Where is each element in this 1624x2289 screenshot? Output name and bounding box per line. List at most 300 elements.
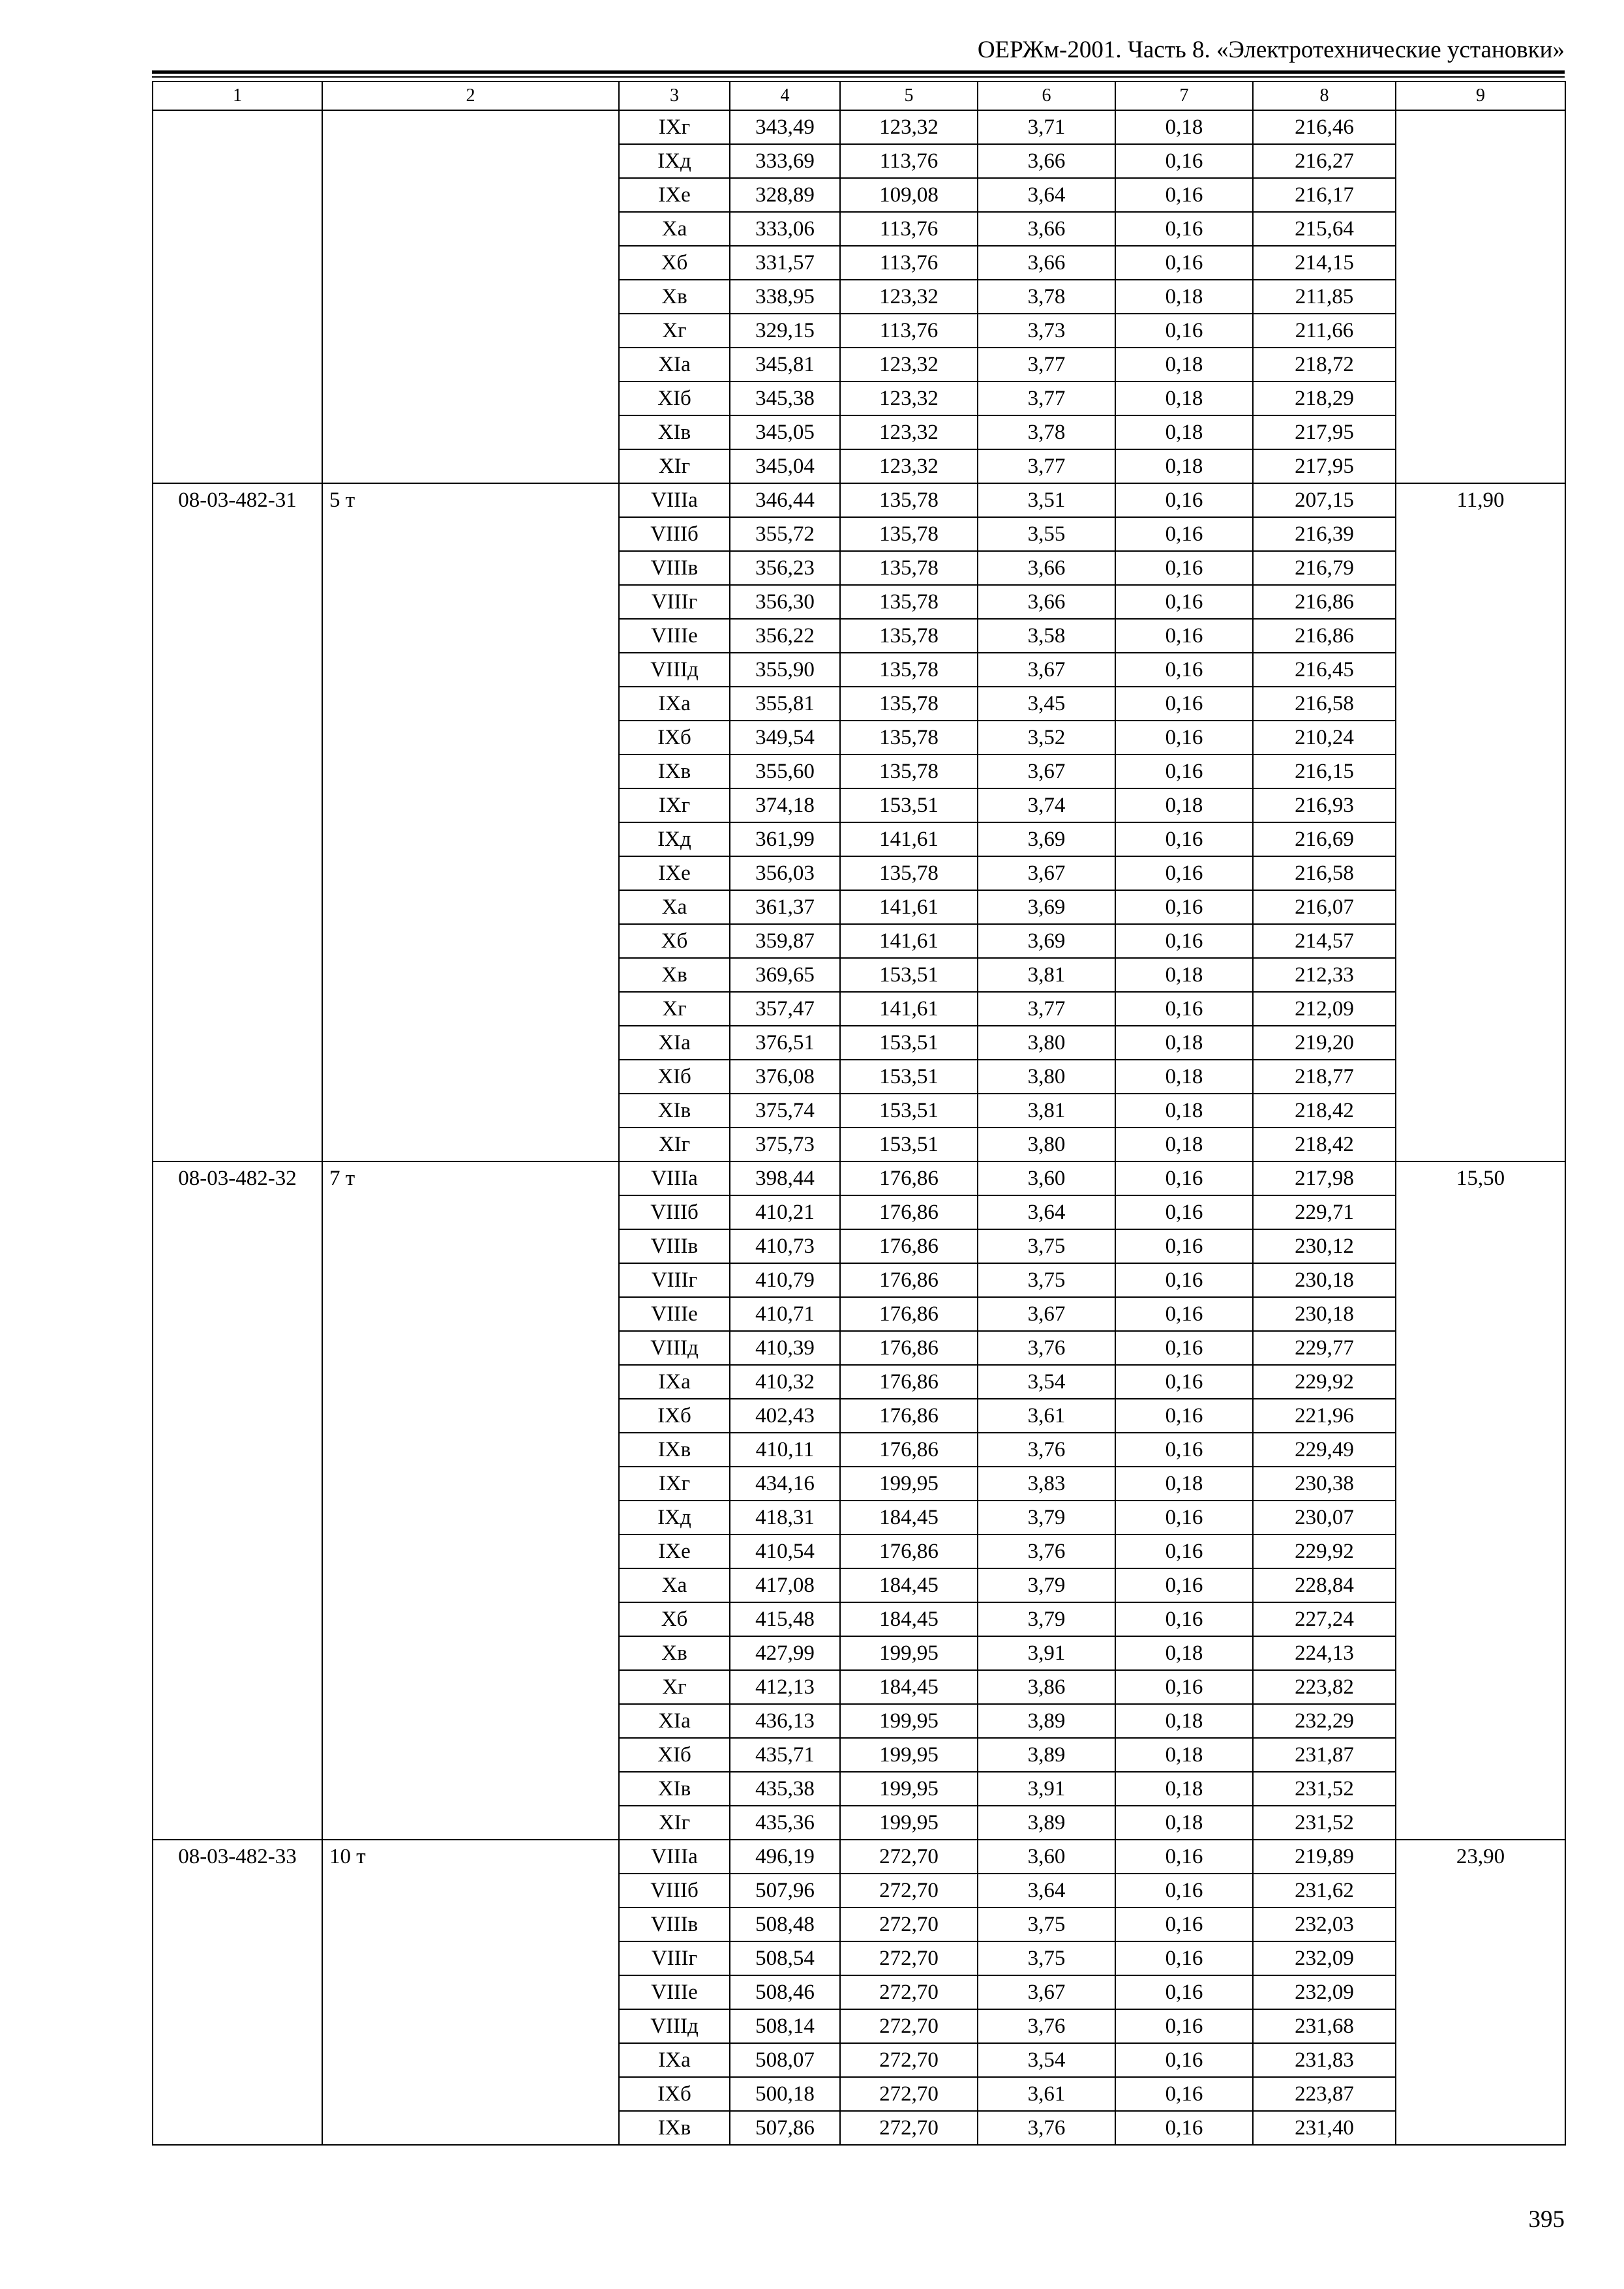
- total-cost-cell: 356,23: [730, 551, 840, 585]
- wages-cell: 272,70: [840, 2077, 978, 2111]
- region-cell: VIIIе: [619, 1975, 730, 2009]
- region-cell: XIг: [619, 449, 730, 483]
- region-cell: IXб: [619, 2077, 730, 2111]
- total-cost-cell: 345,38: [730, 382, 840, 415]
- wages-cell: 109,08: [840, 178, 978, 212]
- machines-cell: 3,66: [978, 585, 1115, 619]
- machines-cell: 3,64: [978, 178, 1115, 212]
- machines-cell: 3,75: [978, 1908, 1115, 1941]
- wages-cell: 176,86: [840, 1263, 978, 1297]
- total-cost-cell: 333,06: [730, 212, 840, 246]
- driver-wages-cell: 0,16: [1115, 1670, 1253, 1704]
- wages-cell: 113,76: [840, 212, 978, 246]
- region-cell: VIIIг: [619, 1941, 730, 1975]
- region-cell: IXа: [619, 2043, 730, 2077]
- total-cost-cell: 329,15: [730, 314, 840, 348]
- driver-wages-cell: 0,16: [1115, 1602, 1253, 1636]
- machines-cell: 3,89: [978, 1704, 1115, 1738]
- machines-cell: 3,77: [978, 348, 1115, 382]
- materials-cell: 231,52: [1253, 1772, 1396, 1806]
- driver-wages-cell: 0,16: [1115, 924, 1253, 958]
- materials-cell: 232,09: [1253, 1941, 1396, 1975]
- machines-cell: 3,79: [978, 1501, 1115, 1534]
- total-cost-cell: 410,73: [730, 1229, 840, 1263]
- wages-cell: 113,76: [840, 246, 978, 280]
- rate-code: 08-03-482-32: [153, 1161, 322, 1840]
- wages-cell: 153,51: [840, 1094, 978, 1128]
- total-cost-cell: 500,18: [730, 2077, 840, 2111]
- wages-cell: 153,51: [840, 1128, 978, 1161]
- machines-cell: 3,69: [978, 822, 1115, 856]
- region-cell: IXе: [619, 856, 730, 890]
- materials-cell: 216,27: [1253, 144, 1396, 178]
- wages-cell: 135,78: [840, 653, 978, 687]
- materials-cell: 211,66: [1253, 314, 1396, 348]
- total-cost-cell: 374,18: [730, 788, 840, 822]
- wages-cell: 153,51: [840, 1026, 978, 1060]
- machines-cell: 3,80: [978, 1128, 1115, 1161]
- region-cell: VIIIд: [619, 1331, 730, 1365]
- region-cell: IXб: [619, 721, 730, 755]
- total-cost-cell: 376,51: [730, 1026, 840, 1060]
- region-cell: IXг: [619, 110, 730, 144]
- materials-cell: 228,84: [1253, 1568, 1396, 1602]
- machines-cell: 3,76: [978, 1433, 1115, 1467]
- wages-cell: 272,70: [840, 1840, 978, 1874]
- total-cost-cell: 356,30: [730, 585, 840, 619]
- wages-cell: 184,45: [840, 1670, 978, 1704]
- total-cost-cell: 507,86: [730, 2111, 840, 2145]
- driver-wages-cell: 0,16: [1115, 1331, 1253, 1365]
- machines-cell: 3,78: [978, 280, 1115, 314]
- total-cost-cell: 356,03: [730, 856, 840, 890]
- column-number: 9: [1396, 82, 1565, 110]
- total-cost-cell: 418,31: [730, 1501, 840, 1534]
- table-row: [153, 1840, 1565, 1874]
- materials-cell: 217,98: [1253, 1161, 1396, 1195]
- materials-cell: 214,15: [1253, 246, 1396, 280]
- driver-wages-cell: 0,16: [1115, 721, 1253, 755]
- region-cell: VIIIв: [619, 1908, 730, 1941]
- total-cost-cell: 412,13: [730, 1670, 840, 1704]
- machines-cell: 3,66: [978, 212, 1115, 246]
- region-cell: IXг: [619, 1467, 730, 1501]
- driver-wages-cell: 0,18: [1115, 415, 1253, 449]
- wages-cell: 176,86: [840, 1534, 978, 1568]
- wages-cell: 135,78: [840, 619, 978, 653]
- materials-cell: 229,49: [1253, 1433, 1396, 1467]
- driver-wages-cell: 0,16: [1115, 687, 1253, 721]
- materials-cell: 230,12: [1253, 1229, 1396, 1263]
- materials-cell: 218,77: [1253, 1060, 1396, 1094]
- region-cell: Xа: [619, 890, 730, 924]
- wages-cell: 135,78: [840, 517, 978, 551]
- wages-cell: 135,78: [840, 483, 978, 517]
- machines-cell: 3,61: [978, 2077, 1115, 2111]
- machines-cell: 3,79: [978, 1602, 1115, 1636]
- total-cost-cell: 496,19: [730, 1840, 840, 1874]
- machines-cell: 3,60: [978, 1840, 1115, 1874]
- driver-wages-cell: 0,16: [1115, 246, 1253, 280]
- materials-cell: 232,03: [1253, 1908, 1396, 1941]
- total-cost-cell: 333,69: [730, 144, 840, 178]
- region-cell: XIг: [619, 1806, 730, 1840]
- materials-cell: 210,24: [1253, 721, 1396, 755]
- machines-cell: 3,66: [978, 551, 1115, 585]
- materials-cell: 221,96: [1253, 1399, 1396, 1433]
- driver-wages-cell: 0,18: [1115, 348, 1253, 382]
- machines-cell: 3,64: [978, 1874, 1115, 1908]
- machines-cell: 3,76: [978, 1534, 1115, 1568]
- materials-cell: 216,86: [1253, 619, 1396, 653]
- driver-wages-cell: 0,16: [1115, 653, 1253, 687]
- region-cell: XIг: [619, 1128, 730, 1161]
- machines-cell: 3,54: [978, 1365, 1115, 1399]
- driver-wages-cell: 0,16: [1115, 992, 1253, 1026]
- wages-cell: 135,78: [840, 585, 978, 619]
- total-cost-cell: 328,89: [730, 178, 840, 212]
- column-number: 3: [619, 82, 730, 110]
- region-cell: Xв: [619, 280, 730, 314]
- region-cell: IXа: [619, 1365, 730, 1399]
- document-header: ОЕРЖм-2001. Часть 8. «Электротехнические установки»: [977, 37, 1565, 63]
- total-cost-cell: 398,44: [730, 1161, 840, 1195]
- machines-cell: 3,58: [978, 619, 1115, 653]
- materials-cell: 219,20: [1253, 1026, 1396, 1060]
- total-cost-cell: 410,79: [730, 1263, 840, 1297]
- wages-cell: 199,95: [840, 1704, 978, 1738]
- driver-wages-cell: 0,16: [1115, 2111, 1253, 2145]
- wages-cell: 113,76: [840, 144, 978, 178]
- materials-cell: 216,45: [1253, 653, 1396, 687]
- driver-wages-cell: 0,16: [1115, 1263, 1253, 1297]
- region-cell: XIв: [619, 1772, 730, 1806]
- total-cost-cell: 410,32: [730, 1365, 840, 1399]
- region-cell: IXд: [619, 1501, 730, 1534]
- wages-cell: 272,70: [840, 2043, 978, 2077]
- wages-cell: 135,78: [840, 551, 978, 585]
- wages-cell: 176,86: [840, 1297, 978, 1331]
- wages-cell: 176,86: [840, 1331, 978, 1365]
- total-cost-cell: 361,37: [730, 890, 840, 924]
- driver-wages-cell: 0,18: [1115, 1636, 1253, 1670]
- total-cost-cell: 376,08: [730, 1060, 840, 1094]
- driver-wages-cell: 0,16: [1115, 551, 1253, 585]
- region-cell: VIIIг: [619, 585, 730, 619]
- wages-cell: 141,61: [840, 890, 978, 924]
- total-cost-cell: 508,54: [730, 1941, 840, 1975]
- materials-cell: 230,38: [1253, 1467, 1396, 1501]
- total-cost-cell: 375,73: [730, 1128, 840, 1161]
- machines-cell: 3,51: [978, 483, 1115, 517]
- column-number-row: [153, 82, 1565, 110]
- column-number: 5: [840, 82, 978, 110]
- rates-table: [152, 81, 1566, 2146]
- header-rule-thin: [152, 76, 1565, 78]
- materials-cell: 229,92: [1253, 1534, 1396, 1568]
- region-cell: Xа: [619, 212, 730, 246]
- materials-cell: 224,13: [1253, 1636, 1396, 1670]
- machines-cell: 3,75: [978, 1941, 1115, 1975]
- driver-wages-cell: 0,18: [1115, 1704, 1253, 1738]
- total-cost-cell: 410,11: [730, 1433, 840, 1467]
- materials-cell: 216,39: [1253, 517, 1396, 551]
- region-cell: Xб: [619, 246, 730, 280]
- region-cell: XIв: [619, 415, 730, 449]
- total-cost-cell: 361,99: [730, 822, 840, 856]
- region-cell: VIIIг: [619, 1263, 730, 1297]
- region-cell: Xб: [619, 924, 730, 958]
- total-cost-cell: 331,57: [730, 246, 840, 280]
- region-cell: VIIIд: [619, 2009, 730, 2043]
- region-cell: Xв: [619, 958, 730, 992]
- machines-cell: 3,86: [978, 1670, 1115, 1704]
- machines-cell: 3,67: [978, 856, 1115, 890]
- column-number: 2: [322, 82, 619, 110]
- driver-wages-cell: 0,16: [1115, 1433, 1253, 1467]
- region-cell: Xг: [619, 992, 730, 1026]
- total-cost-cell: 356,22: [730, 619, 840, 653]
- wages-cell: 123,32: [840, 110, 978, 144]
- total-cost-cell: 508,48: [730, 1908, 840, 1941]
- rate-name: [322, 110, 619, 483]
- wages-cell: 199,95: [840, 1636, 978, 1670]
- rate-name: 10 т: [322, 1840, 619, 2145]
- machines-cell: 3,77: [978, 449, 1115, 483]
- driver-wages-cell: 0,18: [1115, 1094, 1253, 1128]
- materials-cell: 218,29: [1253, 382, 1396, 415]
- driver-wages-cell: 0,16: [1115, 1365, 1253, 1399]
- total-cost-cell: 508,07: [730, 2043, 840, 2077]
- materials-cell: 219,89: [1253, 1840, 1396, 1874]
- region-cell: XIб: [619, 382, 730, 415]
- wages-cell: 153,51: [840, 788, 978, 822]
- machines-cell: 3,76: [978, 2009, 1115, 2043]
- total-cost-cell: 345,04: [730, 449, 840, 483]
- driver-wages-cell: 0,16: [1115, 1975, 1253, 2009]
- wages-cell: 272,70: [840, 1908, 978, 1941]
- wages-cell: 141,61: [840, 822, 978, 856]
- machines-cell: 3,67: [978, 755, 1115, 788]
- machines-cell: 3,45: [978, 687, 1115, 721]
- total-cost-cell: 349,54: [730, 721, 840, 755]
- driver-wages-cell: 0,16: [1115, 1229, 1253, 1263]
- region-cell: IXе: [619, 178, 730, 212]
- total-cost-cell: 345,05: [730, 415, 840, 449]
- materials-cell: 232,09: [1253, 1975, 1396, 2009]
- total-cost-cell: 508,14: [730, 2009, 840, 2043]
- rate-code: 08-03-482-33: [153, 1840, 322, 2145]
- driver-wages-cell: 0,16: [1115, 212, 1253, 246]
- materials-cell: 216,93: [1253, 788, 1396, 822]
- driver-wages-cell: 0,16: [1115, 314, 1253, 348]
- region-cell: XIа: [619, 1704, 730, 1738]
- materials-cell: 223,87: [1253, 2077, 1396, 2111]
- driver-wages-cell: 0,16: [1115, 483, 1253, 517]
- wages-cell: 123,32: [840, 280, 978, 314]
- wages-cell: 176,86: [840, 1433, 978, 1467]
- machines-cell: 3,91: [978, 1636, 1115, 1670]
- materials-cell: 232,29: [1253, 1704, 1396, 1738]
- wages-cell: 272,70: [840, 1975, 978, 2009]
- machines-cell: 3,67: [978, 1975, 1115, 2009]
- driver-wages-cell: 0,18: [1115, 1806, 1253, 1840]
- total-cost-cell: 427,99: [730, 1636, 840, 1670]
- wages-cell: 123,32: [840, 449, 978, 483]
- region-cell: IXв: [619, 2111, 730, 2145]
- labor-cost-cell: 11,90: [1396, 483, 1565, 1161]
- materials-cell: 218,42: [1253, 1094, 1396, 1128]
- table-row: [153, 110, 1565, 144]
- rate-name: 5 т: [322, 483, 619, 1161]
- region-cell: VIIIб: [619, 517, 730, 551]
- machines-cell: 3,89: [978, 1738, 1115, 1772]
- materials-cell: 216,58: [1253, 687, 1396, 721]
- total-cost-cell: 417,08: [730, 1568, 840, 1602]
- machines-cell: 3,64: [978, 1195, 1115, 1229]
- region-cell: XIб: [619, 1060, 730, 1094]
- materials-cell: 231,87: [1253, 1738, 1396, 1772]
- region-cell: VIIIа: [619, 483, 730, 517]
- total-cost-cell: 435,71: [730, 1738, 840, 1772]
- wages-cell: 135,78: [840, 687, 978, 721]
- total-cost-cell: 410,21: [730, 1195, 840, 1229]
- materials-cell: 216,69: [1253, 822, 1396, 856]
- region-cell: IXв: [619, 1433, 730, 1467]
- total-cost-cell: 435,36: [730, 1806, 840, 1840]
- wages-cell: 135,78: [840, 856, 978, 890]
- region-cell: Xа: [619, 1568, 730, 1602]
- materials-cell: 212,09: [1253, 992, 1396, 1026]
- machines-cell: 3,76: [978, 1331, 1115, 1365]
- machines-cell: 3,60: [978, 1161, 1115, 1195]
- driver-wages-cell: 0,16: [1115, 822, 1253, 856]
- total-cost-cell: 357,47: [730, 992, 840, 1026]
- driver-wages-cell: 0,16: [1115, 2043, 1253, 2077]
- total-cost-cell: 355,81: [730, 687, 840, 721]
- materials-cell: 216,58: [1253, 856, 1396, 890]
- materials-cell: 217,95: [1253, 415, 1396, 449]
- machines-cell: 3,77: [978, 992, 1115, 1026]
- total-cost-cell: 435,38: [730, 1772, 840, 1806]
- wages-cell: 272,70: [840, 2009, 978, 2043]
- region-cell: IXа: [619, 687, 730, 721]
- total-cost-cell: 355,60: [730, 755, 840, 788]
- materials-cell: 229,77: [1253, 1331, 1396, 1365]
- region-cell: Xг: [619, 1670, 730, 1704]
- machines-cell: 3,79: [978, 1568, 1115, 1602]
- region-cell: XIв: [619, 1094, 730, 1128]
- driver-wages-cell: 0,16: [1115, 1195, 1253, 1229]
- machines-cell: 3,74: [978, 788, 1115, 822]
- materials-cell: 216,46: [1253, 110, 1396, 144]
- materials-cell: 229,71: [1253, 1195, 1396, 1229]
- total-cost-cell: 369,65: [730, 958, 840, 992]
- driver-wages-cell: 0,16: [1115, 856, 1253, 890]
- column-number: 1: [153, 82, 322, 110]
- driver-wages-cell: 0,16: [1115, 1908, 1253, 1941]
- driver-wages-cell: 0,18: [1115, 1738, 1253, 1772]
- total-cost-cell: 410,71: [730, 1297, 840, 1331]
- materials-cell: 216,07: [1253, 890, 1396, 924]
- total-cost-cell: 415,48: [730, 1602, 840, 1636]
- total-cost-cell: 343,49: [730, 110, 840, 144]
- materials-cell: 218,72: [1253, 348, 1396, 382]
- materials-cell: 216,86: [1253, 585, 1396, 619]
- driver-wages-cell: 0,18: [1115, 1026, 1253, 1060]
- region-cell: VIIIе: [619, 619, 730, 653]
- machines-cell: 3,55: [978, 517, 1115, 551]
- wages-cell: 141,61: [840, 992, 978, 1026]
- machines-cell: 3,77: [978, 382, 1115, 415]
- machines-cell: 3,69: [978, 890, 1115, 924]
- machines-cell: 3,78: [978, 415, 1115, 449]
- driver-wages-cell: 0,16: [1115, 1501, 1253, 1534]
- total-cost-cell: 346,44: [730, 483, 840, 517]
- machines-cell: 3,61: [978, 1399, 1115, 1433]
- column-number: 8: [1253, 82, 1396, 110]
- driver-wages-cell: 0,16: [1115, 585, 1253, 619]
- machines-cell: 3,54: [978, 2043, 1115, 2077]
- materials-cell: 227,24: [1253, 1602, 1396, 1636]
- total-cost-cell: 410,54: [730, 1534, 840, 1568]
- driver-wages-cell: 0,18: [1115, 449, 1253, 483]
- materials-cell: 231,68: [1253, 2009, 1396, 2043]
- total-cost-cell: 338,95: [730, 280, 840, 314]
- machines-cell: 3,69: [978, 924, 1115, 958]
- machines-cell: 3,75: [978, 1229, 1115, 1263]
- driver-wages-cell: 0,18: [1115, 1060, 1253, 1094]
- materials-cell: 215,64: [1253, 212, 1396, 246]
- wages-cell: 272,70: [840, 1941, 978, 1975]
- total-cost-cell: 434,16: [730, 1467, 840, 1501]
- page-number: 395: [1528, 2206, 1565, 2233]
- total-cost-cell: 345,81: [730, 348, 840, 382]
- region-cell: VIIIа: [619, 1840, 730, 1874]
- machines-cell: 3,75: [978, 1263, 1115, 1297]
- region-cell: IXв: [619, 755, 730, 788]
- wages-cell: 176,86: [840, 1229, 978, 1263]
- header-rule: [152, 70, 1565, 74]
- region-cell: VIIIд: [619, 653, 730, 687]
- machines-cell: 3,80: [978, 1060, 1115, 1094]
- region-cell: IXе: [619, 1534, 730, 1568]
- materials-cell: 231,52: [1253, 1806, 1396, 1840]
- total-cost-cell: 508,46: [730, 1975, 840, 2009]
- driver-wages-cell: 0,16: [1115, 2077, 1253, 2111]
- machines-cell: 3,76: [978, 2111, 1115, 2145]
- materials-cell: 207,15: [1253, 483, 1396, 517]
- wages-cell: 123,32: [840, 415, 978, 449]
- materials-cell: 216,79: [1253, 551, 1396, 585]
- machines-cell: 3,66: [978, 144, 1115, 178]
- region-cell: IXб: [619, 1399, 730, 1433]
- wages-cell: 184,45: [840, 1568, 978, 1602]
- machines-cell: 3,67: [978, 1297, 1115, 1331]
- wages-cell: 199,95: [840, 1806, 978, 1840]
- machines-cell: 3,67: [978, 653, 1115, 687]
- rate-code: [153, 110, 322, 483]
- total-cost-cell: 355,72: [730, 517, 840, 551]
- total-cost-cell: 507,96: [730, 1874, 840, 1908]
- wages-cell: 184,45: [840, 1501, 978, 1534]
- driver-wages-cell: 0,16: [1115, 178, 1253, 212]
- wages-cell: 272,70: [840, 2111, 978, 2145]
- region-cell: IXд: [619, 822, 730, 856]
- materials-cell: 231,40: [1253, 2111, 1396, 2145]
- rate-code: 08-03-482-31: [153, 483, 322, 1161]
- wages-cell: 199,95: [840, 1467, 978, 1501]
